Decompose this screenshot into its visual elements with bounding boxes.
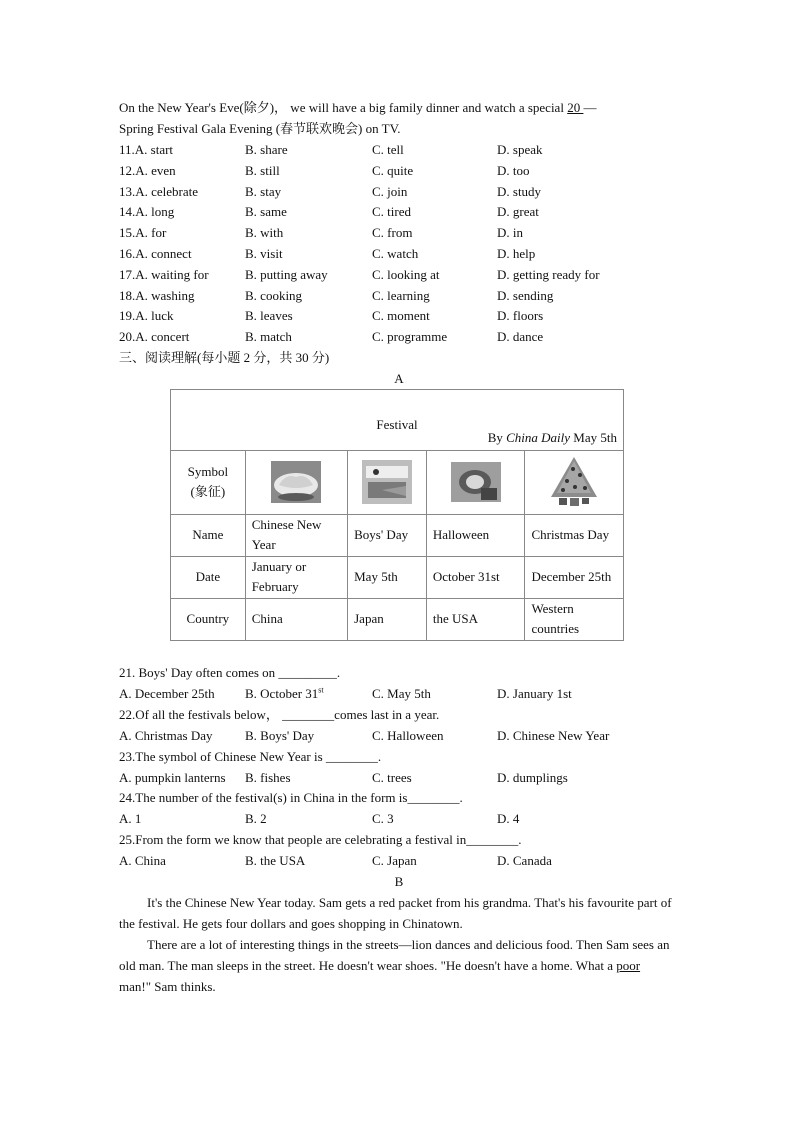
exam-page [119, 97, 679, 997]
dumplings-icon [271, 461, 321, 503]
intro-dash: — [583, 100, 597, 115]
festival-table [170, 389, 624, 641]
date-cell: October 31st [426, 556, 525, 598]
passage-b-label: B [394, 873, 404, 889]
question-24: 24.The number of the festival(s) in China in the form is________. [119, 790, 463, 806]
date-label: Date [171, 556, 246, 598]
option-row: 14.A. long B. same C. tired D. great [119, 204, 539, 220]
source-name: China Daily [506, 429, 571, 445]
country-cell: Western countries [525, 598, 624, 640]
name-cell: Chinese New Year [245, 514, 347, 556]
table-byline: By China Daily May 5th [487, 429, 617, 445]
underlined-word: poor [616, 957, 641, 973]
question-25: 25.From the form we know that people are celebrating a festival in________. [119, 832, 522, 848]
date-cell: January or February [245, 556, 347, 598]
blank-20: 20 [567, 100, 584, 115]
name-label: Name [171, 514, 246, 556]
country-label: Country [171, 598, 246, 640]
option-row: A. December 25th B. October 31st C. May 5th D. January 1st [119, 685, 572, 701]
option-row: 19.A. luck B. leaves C. moment D. floors [119, 308, 544, 324]
option-row: 15.A. for B. with C. from D. in [119, 225, 523, 241]
boys-day-image [348, 450, 427, 514]
table-title: Festival [376, 416, 418, 432]
option-row: 11.A. start B. share C. tell D. speak [119, 142, 543, 157]
date-cell: December 25th [525, 556, 624, 598]
country-cell: Japan [348, 598, 427, 640]
pumpkin-lantern-icon [451, 462, 501, 502]
carp-streamer-icon [362, 460, 412, 504]
option-row: 20.A. concert B. match C. programme D. dance [119, 329, 544, 345]
cloze-options [119, 139, 679, 347]
question-23: 23.The symbol of Chinese New Year is ________. [119, 748, 382, 764]
option-row: 18.A. washing B. cooking C. learning D. sending [119, 287, 554, 303]
option-row: A. China B. the USA C. Japan D. Canada [119, 853, 552, 869]
option-row: 17.A. waiting for B. putting away C. looking at D. getting ready for [119, 266, 600, 282]
option-row: A. Christmas Day B. Boys' Day C. Halloween D. Chinese New Year [119, 727, 610, 743]
passage-a-label: A [394, 370, 404, 386]
date-cell: May 5th [348, 556, 427, 598]
table-title-cell [171, 389, 624, 450]
christmas-image [525, 450, 624, 514]
intro-line-2: Spring Festival Gala Evening (春节联欢晚会) on TV. [119, 121, 401, 136]
name-cell: Halloween [426, 514, 525, 556]
symbol-label: Symbol (象征) [171, 450, 246, 514]
name-cell: Boys' Day [348, 514, 427, 556]
option-row: 13.A. celebrate B. stay C. join D. study [119, 183, 542, 199]
intro-text: On the New Year's Eve(除夕)， we will have a big family dinner and watch a special [119, 100, 568, 115]
intro-line-1 [119, 97, 679, 118]
name-cell: Christmas Day [525, 514, 624, 556]
question-22: 22.Of all the festivals below， ________comes last in a year. [119, 706, 440, 722]
country-cell: the USA [426, 598, 525, 640]
option-row: 16.A. connect B. visit C. watch D. help [119, 245, 536, 261]
christmas-tree-icon [547, 455, 601, 509]
country-cell: China [245, 598, 347, 640]
question-21: 21. Boys' Day often comes on _________. [119, 664, 341, 680]
passage-b-paragraph-1: It's the Chinese New Year today. Sam gets a red packet from his grandma. That's his favourite part of the festival. He gets four dollars and goes shopping in Chinatown. [119, 894, 672, 931]
option-row: A. pumpkin lanterns B. fishes C. trees D. dumplings [119, 769, 568, 785]
questions-a [119, 662, 679, 871]
dumplings-image [245, 450, 347, 514]
section-heading: 三、阅读理解(每小题 2 分，共 30 分) [119, 349, 330, 365]
option-row: A. 1 B. 2 C. 3 D. 4 [119, 811, 520, 827]
option-row: 12.A. even B. still C. quite D. too [119, 162, 530, 178]
passage-b-paragraph-2: There are a lot of interesting things in the streets—lion dances and delicious food. Then Sam sees an old man. The man sleeps in the street. He doesn't wear shoes. "He doesn't have a home. What a poor man!" Sam thinks. [119, 936, 670, 994]
halloween-image [426, 450, 525, 514]
